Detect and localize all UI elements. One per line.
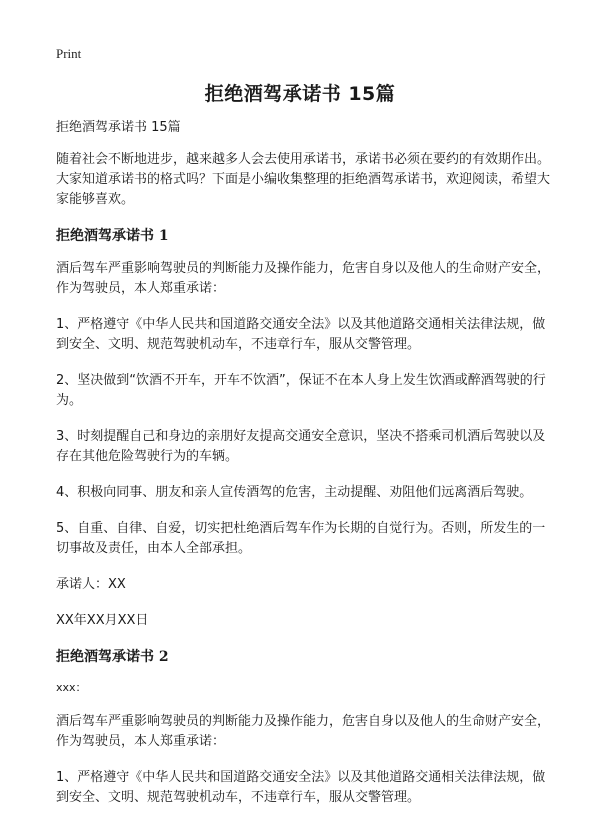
pledge-item: 3、时刻提醒自己和身边的亲朋好友提高交通安全意识，坚决不搭乘司机酒后驾驶以及存在其他危险驾驶行为的车辆。 <box>56 429 546 464</box>
pledge-item: 5、自重、自律、自爱，切实把杜绝酒后驾车作为长期的自觉行为。否则，所发生的一切事故及责任，由本人全部承担。 <box>56 521 546 556</box>
document-subtitle: 拒绝酒驾承诺书 15篇 <box>56 120 181 135</box>
section-heading: 拒绝酒驾承诺书 1 <box>56 228 169 244</box>
document-body <box>56 118 556 824</box>
pledge-item: 4、积极向同事、朋友和亲人宣传酒驾的危害，主动提醒、劝阻他们远离酒后驾驶。 <box>56 485 533 500</box>
print-link[interactable]: Print <box>56 46 82 61</box>
signer-line: 承诺人：XX <box>56 577 126 592</box>
pledge-item: 1、严格遵守《中华人民共和国道路交通安全法》以及其他道路交通相关法律法规，做到安全、文明、规范驾驶机动车，不违章行车，服从交警管理。 <box>56 770 546 805</box>
page-title: 拒绝酒驾承诺书 15篇 <box>204 83 396 105</box>
pledge-item: 2、坚决做到“饮酒不开车，开车不饮酒”，保证不在本人身上发生饮酒或醉酒驾驶的行为。 <box>56 373 546 408</box>
date-line: XX年XX月XX日 <box>56 613 149 628</box>
section-opening: 酒后驾车严重影响驾驶员的判断能力及操作能力，危害自身以及他人的生命财产安全，作为驾驶员，本人郑重承诺： <box>56 714 551 749</box>
section-heading: 拒绝酒驾承诺书 2 <box>56 649 169 665</box>
section-opening: 酒后驾车严重影响驾驶员的判断能力及操作能力，危害自身以及他人的生命财产安全，作为驾驶员，本人郑重承诺： <box>56 261 551 296</box>
pledge-item: 1、严格遵守《中华人民共和国道路交通安全法》以及其他道路交通相关法律法规，做到安全、文明、规范驾驶机动车，不违章行车，服从交警管理。 <box>56 317 546 352</box>
salutation-line: xxx： <box>56 681 87 694</box>
intro-paragraph: 随着社会不断地进步，越来越多人会去使用承诺书，承诺书必须在要约的有效期作出。大家知道承诺书的格式吗？下面是小编收集整理的拒绝酒驾承诺书，欢迎阅读，希望大家能够喜欢。 <box>56 152 551 207</box>
